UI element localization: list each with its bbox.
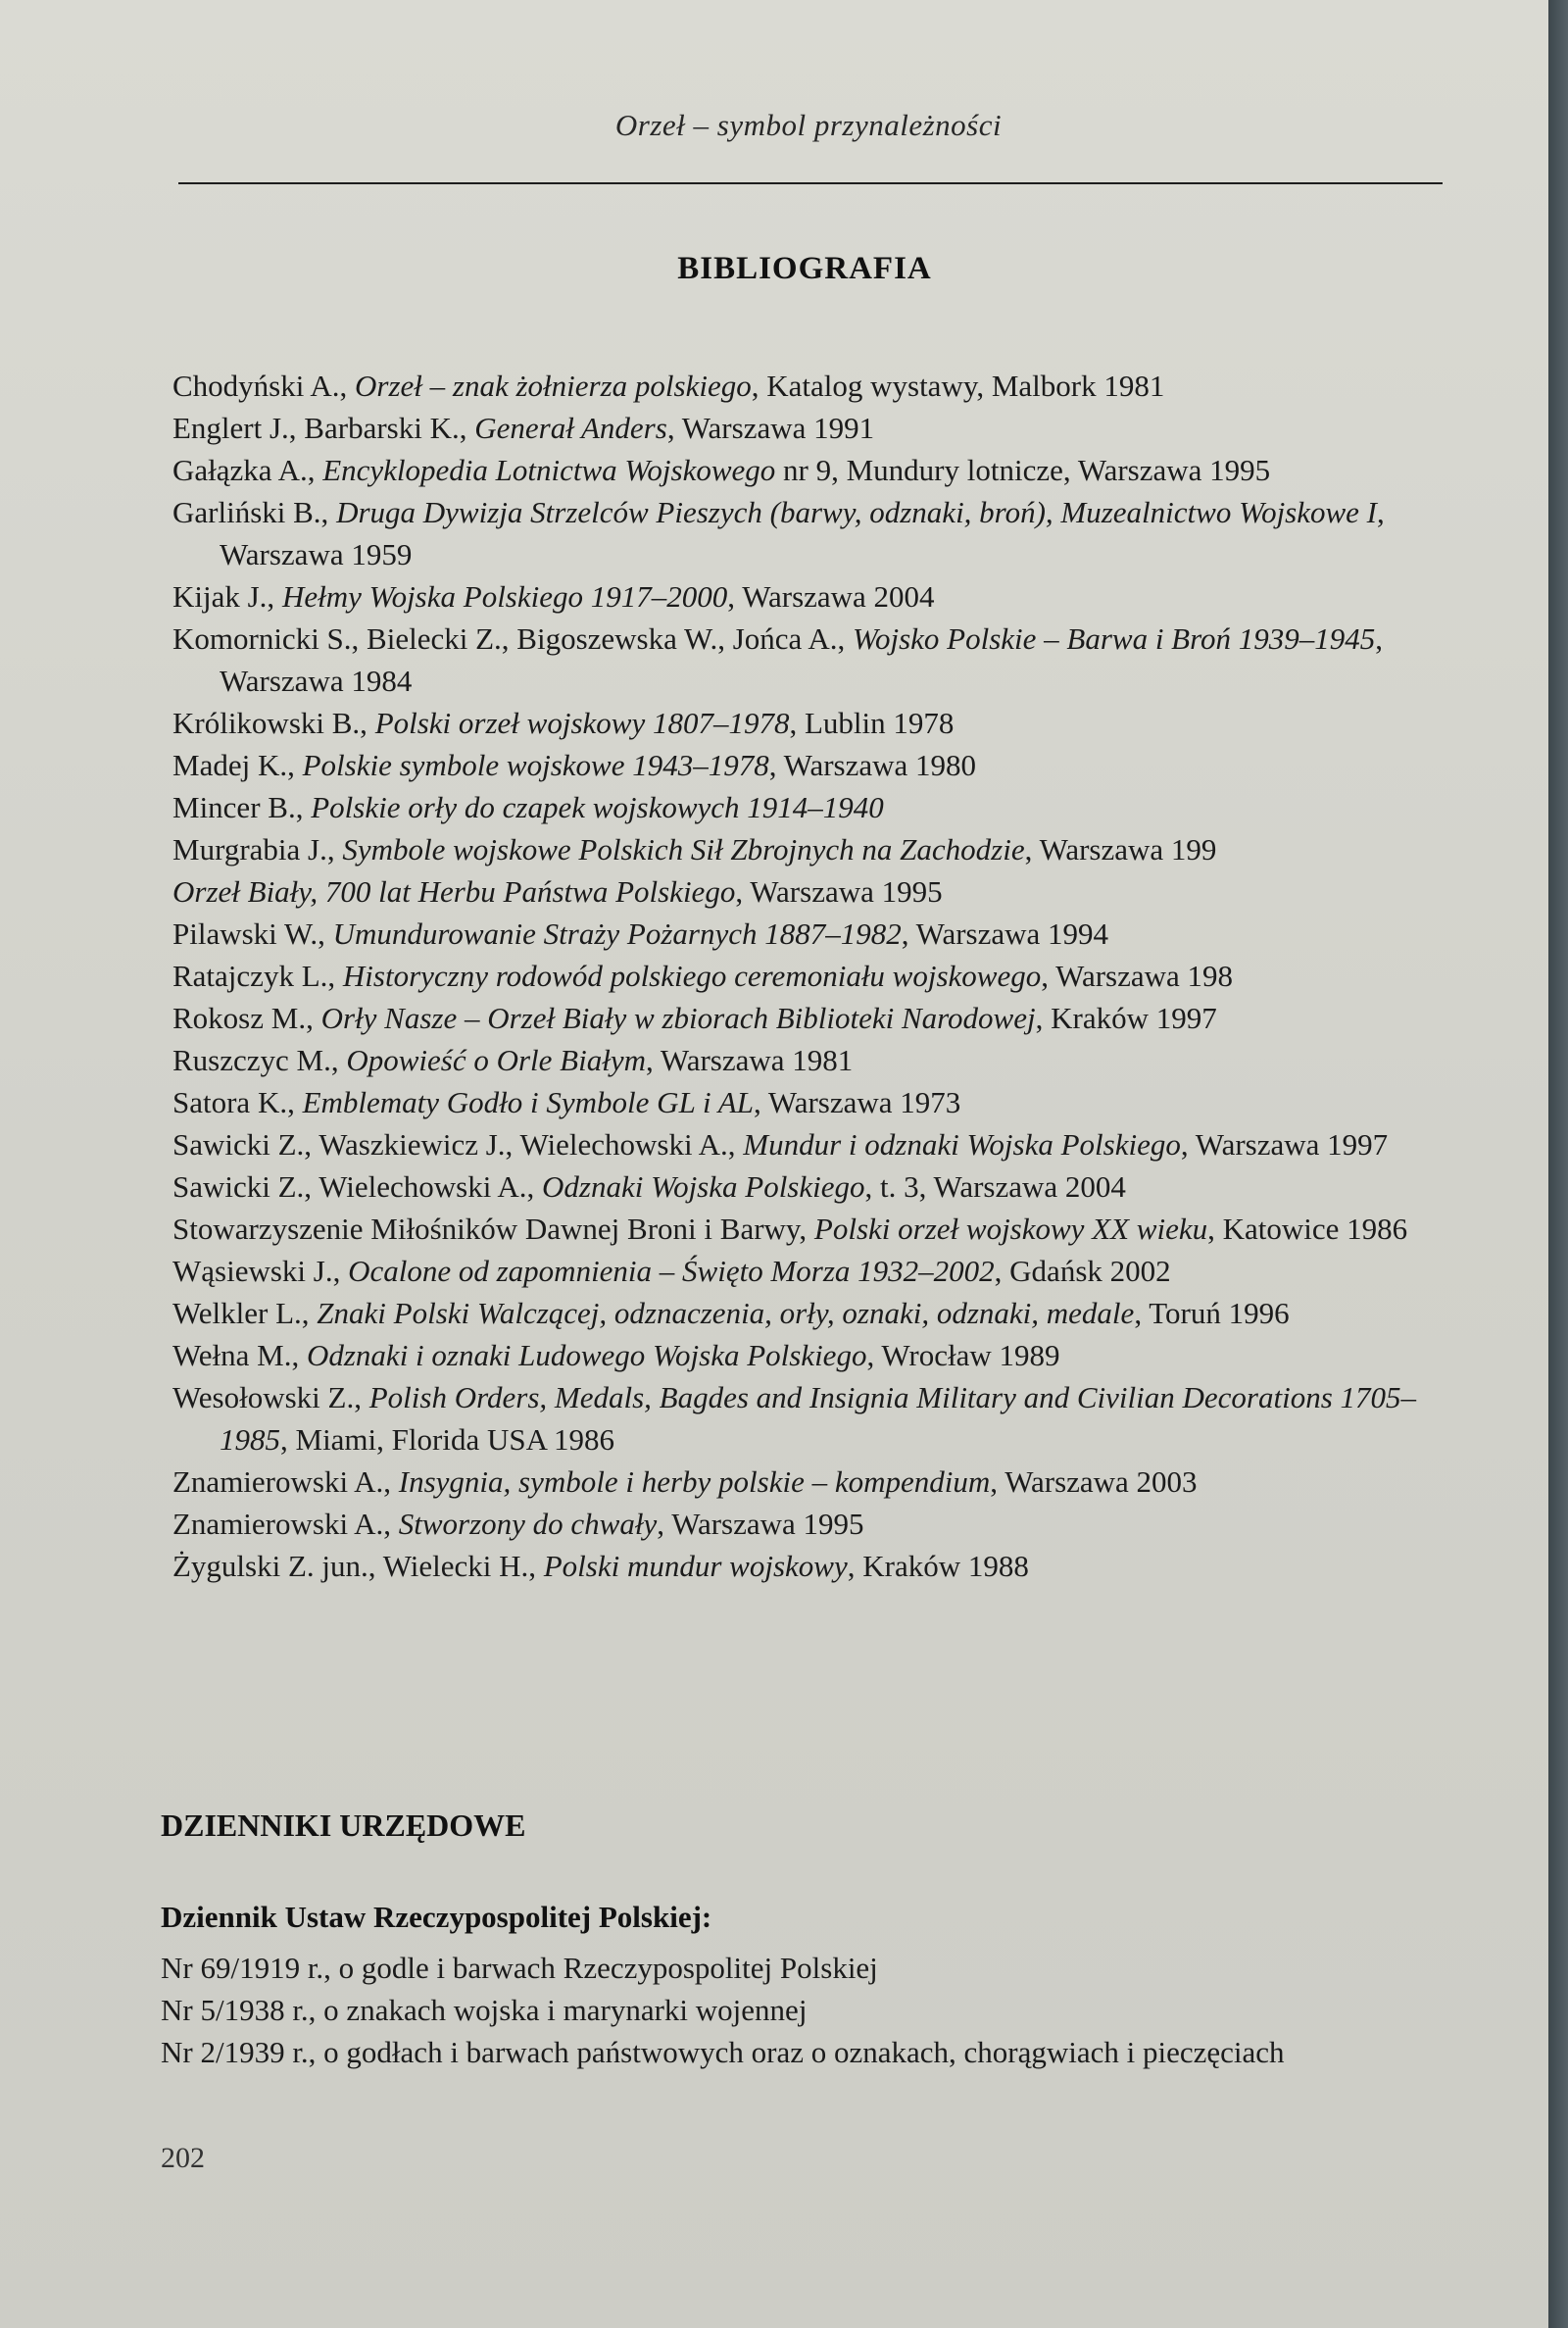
entry-publication: , Gdańsk 2002 [994,1254,1171,1288]
bibliography-entry [172,955,1476,997]
entry-publication: , Warszawa 1997 [1180,1127,1389,1162]
bibliography-entry [172,997,1476,1039]
bibliography-entry [172,870,1476,913]
entry-author: Stowarzyszenie Miłośników Dawnej Broni i Barwy, [172,1212,814,1246]
bibliography-entry [172,1165,1476,1208]
bibliography-entry [172,1545,1476,1587]
bibliography-entry [172,449,1476,491]
entry-title: Symbole wojskowe Polskich Sił Zbrojnych na Zachodzie [342,832,1025,867]
header-rule [178,182,1443,184]
entry-author: Ruszczyc M., [172,1043,347,1077]
entry-author: Wesołowski Z., [172,1380,369,1414]
bibliography-entry [172,618,1476,702]
bibliography-entry [172,575,1476,618]
entry-title: Orzeł Biały, 700 lat Herbu Państwa Polskiego [172,874,736,909]
bibliography-entry [172,1503,1476,1545]
entry-publication: , Warszawa 1980 [768,748,977,782]
entry-title: Orły Nasze – Orzeł Biały w zbiorach Biblioteki Narodowej [320,1001,1036,1035]
entry-author: Komornicki S., Bielecki Z., Bigoszewska W., Jońca A., [172,621,853,656]
entry-author: Garliński B., [172,495,337,529]
entry-title: Znaki Polski Walczącej, odznaczenia, orły, oznaki, odznaki, medale [317,1296,1135,1330]
entry-title: Polski mundur wojskowy [543,1549,848,1583]
bibliography-entry [172,1461,1476,1503]
journal-item: Nr 2/1939 r., o godłach i barwach państwowych oraz o oznakach, chorągwiach i pieczęciach [161,2035,1285,2069]
bibliography-entry [172,407,1476,449]
entry-author: Sawicki Z., Wielechowski A., [172,1169,543,1204]
bibliography-entry [172,828,1476,870]
entry-author: Welkler L., [172,1296,318,1330]
entry-title: Opowieść o Orle Białym [346,1043,646,1077]
entry-publication: , Warszawa 1984 [220,621,1384,698]
entry-title: Mundur i odznaki Wojska Polskiego [743,1127,1181,1162]
entry-title: Emblematy Godło i Symbole GL i AL [302,1085,754,1119]
bibliography-heading: BIBLIOGRAFIA [677,251,932,286]
page-number: 202 [161,2142,205,2174]
entry-publication: , Warszawa 2004 [727,579,935,614]
bibliography-entry [172,913,1476,955]
bibliography-entry [172,1292,1476,1334]
running-header [176,108,1441,143]
entry-publication: , Toruń 1996 [1134,1296,1290,1330]
entry-author: Wąsiewski J., [172,1254,349,1288]
entry-title: Polskie orły do czapek wojskowych 1914–1940 [311,790,884,824]
bibliography-entry [172,744,1476,786]
bibliography-entry [172,1081,1476,1123]
entry-author: Chodyński A., [172,369,356,403]
entry-publication: , Warszawa 1991 [666,411,875,445]
entry-author: Ratajczyk L., [172,959,343,993]
entry-publication: , Warszawa 1959 [220,495,1385,571]
entry-author: Wełna M., [172,1338,307,1372]
entry-publication: , Miami, Florida USA 1986 [280,1422,615,1457]
entry-title: Stworzony do chwały [398,1507,658,1541]
entry-publication: , Kraków 1988 [847,1549,1029,1583]
running-header-title: Orzeł – symbol przynależności [614,108,1003,142]
entry-title: Umundurowanie Straży Pożarnych 1887–1982 [332,916,902,951]
entry-title: Odznaki i oznaki Ludowego Wojska Polskiego [306,1338,867,1372]
official-journals-heading: DZIENNIKI URZĘDOWE [161,1808,526,1843]
entry-title: Hełmy Wojska Polskiego 1917–2000 [281,579,728,614]
entry-author: Madej K., [172,748,303,782]
bibliography-entry [172,365,1476,407]
entry-publication: , Warszawa 1995 [657,1507,864,1541]
entry-publication: , Warszawa 198 [1041,959,1234,993]
entry-title: Insygnia, symbole i herby polskie – kompendium [398,1464,991,1499]
journal-item: Nr 69/1919 r., o godle i barwach Rzeczypospolitej Polskiej [161,1951,878,1985]
entry-publication: , Warszawa 1981 [645,1043,854,1077]
entry-title: Orzeł – znak żołnierza polskiego [355,369,752,403]
entry-title: Polski orzeł wojskowy 1807–1978 [374,706,790,740]
entry-publication: , Warszawa 1995 [735,874,943,909]
entry-title: Polski orzeł wojskowy XX wieku [813,1212,1208,1246]
journal-item: Nr 5/1938 r., o znakach wojska i marynarki wojennej [161,1993,808,2027]
bibliography-list [172,365,1476,1587]
entry-publication: , Katalog wystawy, Malbork 1981 [751,369,1165,403]
entry-publication: nr 9, Mundury lotnicze, Warszawa 1995 [775,453,1271,487]
entry-publication: , Warszawa 1994 [901,916,1109,951]
bibliography-entry [172,702,1476,744]
entry-author: Sawicki Z., Waszkiewicz J., Wielechowski A., [172,1127,744,1162]
entry-publication: , Warszawa 1973 [753,1085,961,1119]
entry-author: Pilawski W., [172,916,333,951]
entry-publication: , Katowice 1986 [1207,1212,1408,1246]
entry-publication: , Warszawa 2003 [990,1464,1198,1499]
entry-title: Druga Dywizja Strzelców Pieszych (barwy, odznaki, broń), Muzealnictwo Wojskowe I [336,495,1378,529]
entry-publication: , Warszawa 199 [1024,832,1217,867]
bibliography-entry [172,1334,1476,1376]
bibliography-entry [172,1208,1476,1250]
entry-author: Znamierowski A., [172,1464,399,1499]
entry-author: Żygulski Z. jun., Wielecki H., [172,1549,544,1583]
entry-author: Satora K., [172,1085,303,1119]
entry-author: Englert J., Barbarski K., [172,411,475,445]
entry-author: Kijak J., [172,579,282,614]
entry-author: Gałązka A., [172,453,323,487]
entry-title: Polskie symbole wojskowe 1943–1978 [302,748,769,782]
entry-title: Odznaki Wojska Polskiego [542,1169,865,1204]
journal-list [161,1947,1513,2073]
entry-author: Królikowski B., [172,706,375,740]
entry-publication: , t. 3, Warszawa 2004 [864,1169,1126,1204]
entry-publication: , Kraków 1997 [1035,1001,1217,1035]
bibliography-entry [172,1250,1476,1292]
entry-author: Murgrabia J., [172,832,343,867]
entry-publication: , Lublin 1978 [789,706,955,740]
bibliography-entry [172,491,1476,575]
entry-title: Historyczny rodowód polskiego ceremoniału wojskowego [342,959,1042,993]
entry-title: Ocalone od zapomnienia – Święto Morza 1932–2002 [348,1254,995,1288]
entry-title: Encyklopedia Lotnictwa Wojskowego [322,453,776,487]
entry-title: Generał Anders [474,411,667,445]
entry-author: Rokosz M., [172,1001,321,1035]
page-edge-shadow [1548,0,1568,2328]
entry-title: Polish Orders, Medals, Bagdes and Insignia Military and Civilian Decorations 1705–1985 [220,1380,1417,1457]
entry-title: Wojsko Polskie – Barwa i Broń 1939–1945 [852,621,1376,656]
bibliography-entry [172,1123,1476,1165]
entry-author: Mincer B., [172,790,312,824]
bibliography-entry [172,786,1476,828]
entry-publication: , Wrocław 1989 [866,1338,1060,1372]
bibliography-entry [172,1376,1476,1461]
journal-subheading: Dziennik Ustaw Rzeczypospolitej Polskiej: [161,1900,712,1934]
entry-author: Znamierowski A., [172,1507,399,1541]
bibliography-entry [172,1039,1476,1081]
